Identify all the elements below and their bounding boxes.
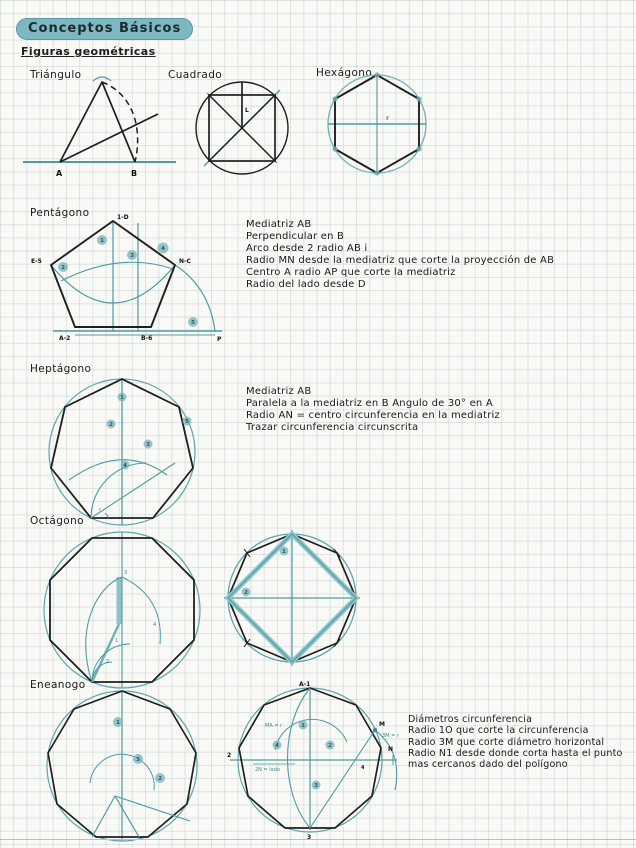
pentagon-notes: [246, 219, 594, 291]
heptagon-step: Mediatriz AB: [246, 386, 312, 397]
heptagon-dot: 1: [120, 395, 124, 402]
pentagon-step: Radio MN desde la mediatriz que corte la proyección de AB: [246, 255, 555, 266]
page-subtitle: Figuras geométricas: [21, 45, 156, 58]
heptagon-figure: [25, 370, 225, 536]
octagon-left-num: 2: [106, 659, 110, 665]
nonagon-point-3: 3: [307, 834, 312, 841]
pentagon-vertex-top: 1-D: [117, 214, 129, 221]
octagon-figure-right: [222, 528, 362, 668]
octagon-figure-left: [22, 522, 228, 694]
pentagon-vertex-bottom-left: A-2: [59, 335, 71, 342]
octagon-right-dot: 2: [244, 590, 248, 597]
nonagon-step: Radio 3M que corte diámetro horizontal: [408, 736, 605, 748]
pentagon-step: Perpendicular en B: [246, 231, 345, 242]
nonagon-label: Eneanogo: [30, 679, 86, 691]
nonagon-point-4: 4: [361, 765, 365, 771]
nonagon-left-dot: 2: [158, 776, 162, 783]
triangle-figure: [20, 62, 180, 184]
nonagon-notes: [408, 714, 632, 770]
hexagon-figure: [315, 66, 441, 186]
nonagon-step: Radio N1 desde donde corta hasta el punto mas cercanos dado del polígono: [408, 747, 623, 771]
heptagon-step: Paralela a la mediatriz en B Angulo de 30° en A: [246, 398, 493, 409]
octagon-left-num: 4: [153, 622, 157, 628]
pentagon-step: Centro A radio AP que corte la mediatriz: [246, 267, 456, 278]
square-side-label: L: [245, 107, 249, 114]
pentagon-dot: 1: [100, 238, 104, 245]
heptagon-dot: 2: [109, 422, 113, 429]
nonagon-point-n: N: [388, 746, 394, 753]
nonagon-arc-label-3m: 3M = r: [382, 733, 399, 739]
square-label: Cuadrado: [168, 69, 223, 81]
page-bottom-edge: [0, 839, 636, 840]
heptagon-notes: [246, 386, 594, 434]
pentagon-step: Arco desde 2 radio AB i: [246, 243, 368, 254]
hexagon-label: Hexágono: [316, 67, 373, 79]
triangle-label: Triángulo: [30, 69, 82, 81]
pentagon-vertex-left: E-5: [31, 258, 42, 265]
pentagon-label: Pentágono: [30, 207, 90, 219]
octagon-left-num: 1: [115, 638, 119, 644]
heptagon-dot: 4: [123, 463, 127, 470]
octagon-label: Octágono: [30, 515, 84, 527]
nonagon-right-dot: 3: [314, 783, 318, 790]
nonagon-point-2: 2: [227, 752, 232, 759]
pentagon-vertex-right: N-C: [179, 258, 191, 265]
pentagon-figure: [25, 213, 231, 349]
heptagon-dot: 5: [185, 419, 189, 426]
heptagon-dot: 3: [146, 442, 150, 449]
heptagon-label: Heptágono: [30, 363, 92, 375]
pentagon-dot: 2: [61, 265, 65, 272]
point-a-label: A: [56, 169, 63, 178]
nonagon-right-dot: 4: [275, 743, 279, 750]
nonagon-point-a1: A-1: [299, 681, 311, 688]
pentagon-point-p: P: [217, 336, 222, 343]
nonagon-left-dot: 1: [116, 720, 120, 727]
nonagon-arc-label-2n: 2N = lado: [255, 767, 280, 773]
pentagon-dot: 3: [130, 253, 134, 260]
octagon-right-dot: 1: [282, 549, 286, 556]
nonagon-figure-left: [22, 686, 228, 848]
square-figure: [185, 76, 301, 182]
nonagon-arc-label-ma: MA = r: [265, 723, 283, 729]
nonagon-left-dot: 3: [136, 757, 140, 764]
octagon-left-num: 3: [124, 570, 128, 576]
pentagon-step: Radio del lado desde D: [246, 279, 366, 290]
nonagon-right-dot: 2: [328, 743, 332, 750]
pentagon-dot: 5: [191, 320, 195, 327]
pentagon-vertex-bottom-right: B-6: [141, 335, 153, 342]
nonagon-step: Radio 1O que corte la circunferencia: [408, 725, 589, 737]
nonagon-step: Diámetros circunferencia: [408, 714, 533, 725]
heptagon-step: Radio AN = centro circunferencia en la mediatriz: [246, 410, 500, 421]
heptagon-radius-label: r: [99, 507, 102, 513]
nonagon-point-m: M: [379, 721, 385, 728]
pentagon-dot: 4: [161, 246, 165, 253]
pentagon-step: Mediatriz AB: [246, 219, 312, 230]
heptagon-step: Trazar circunferencia circunscrita: [246, 422, 419, 433]
nonagon-figure-right: [225, 680, 425, 848]
point-b-label: B: [131, 169, 138, 178]
hexagon-radius-label: r: [386, 115, 389, 122]
page-title: Conceptos Básicos: [16, 18, 193, 40]
nonagon-right-dot: 1: [301, 723, 305, 730]
